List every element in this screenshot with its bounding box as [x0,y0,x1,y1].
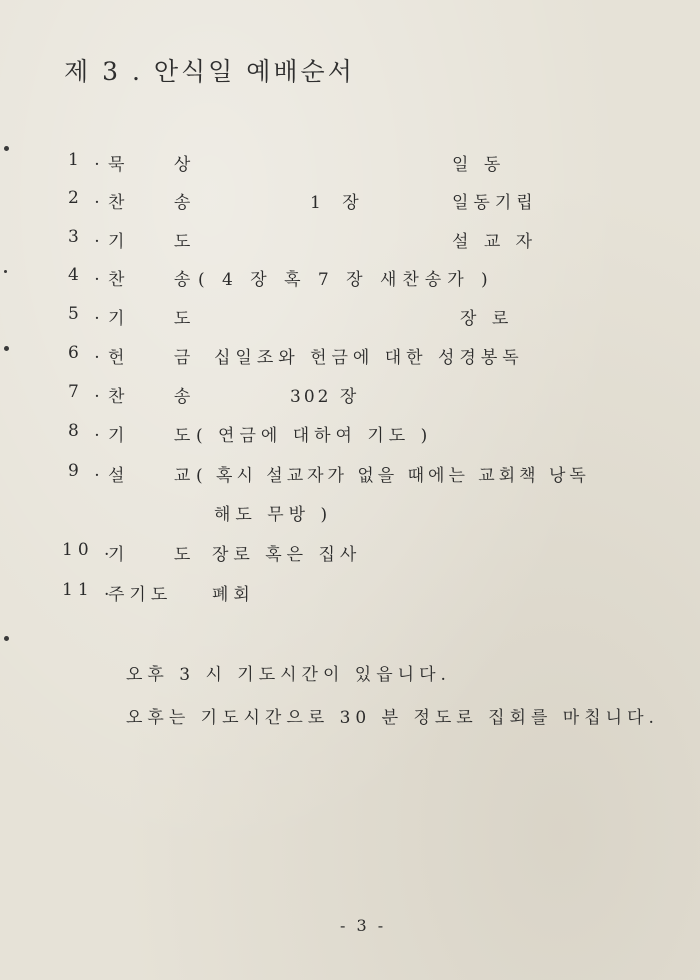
item-number: 4 . [68,265,105,285]
item-participant: 일동기립 [452,193,538,213]
item-number: 8 . [68,421,105,441]
list-item [0,580,700,610]
item-label: 찬 송 [108,193,213,213]
item-number: 1 . [68,150,105,170]
list-item [0,540,700,570]
item-label: 기 도 [108,232,213,252]
item-detail: 폐회 [212,585,255,605]
item-label: 기 도 [108,426,213,446]
item-label: 찬 송 [108,387,213,407]
list-item [0,304,700,334]
item-detail: 302 장 [290,387,360,407]
note-line: 오후는 기도시간으로 30 분 정도로 집회를 마칩니다. [126,708,659,728]
item-label: 설 교 [108,466,213,486]
item-label: 주기도 [108,585,173,605]
item-participant: 설 교 자 [452,232,538,252]
note-line: 오후 3 시 기도시간이 있읍니다. [126,665,451,685]
item-label: 묵 상 [108,155,213,175]
item-detail: 해도 무방 ) [214,505,333,525]
item-detail: 장로 혹은 집사 [212,545,362,565]
list-item-continuation [0,500,700,530]
item-detail: 십일조와 헌금에 대한 성경봉독 [214,348,524,368]
item-label: 헌 금 [108,348,213,368]
list-item [0,265,700,295]
item-number: 2 . [68,188,105,208]
list-item [0,343,700,373]
list-item [0,150,700,180]
list-item [0,421,700,451]
punch-hole-mark [4,636,9,641]
item-number: 5 . [68,304,105,324]
item-detail: 1 장 [310,193,367,213]
item-number: 11 . [62,580,115,600]
list-item [0,188,700,218]
item-detail: ( 혹시 설교자가 없을 때에는 교회책 낭독 [196,466,590,486]
list-item [0,461,700,491]
page-number: - 3 - [340,916,387,935]
item-label: 기 도 [108,309,213,329]
item-participant: 일 동 [452,155,506,175]
item-detail: ( 연금에 대하여 기도 ) [196,426,433,446]
item-number: 10 . [62,540,115,560]
item-number: 7 . [68,382,105,402]
list-item [0,227,700,257]
item-participant: 장 로 [460,309,514,329]
page-title: 제 3 . 안식일 예배순서 [64,57,355,86]
list-item [0,382,700,412]
item-number: 9 . [68,461,105,481]
item-number: 3 . [68,227,105,247]
item-label: 기 도 [108,545,213,565]
item-label: 찬 송 [108,270,213,290]
item-number: 6 . [68,343,105,363]
item-detail: ( 4 장 혹 7 장 새찬송가 ) [198,270,494,290]
